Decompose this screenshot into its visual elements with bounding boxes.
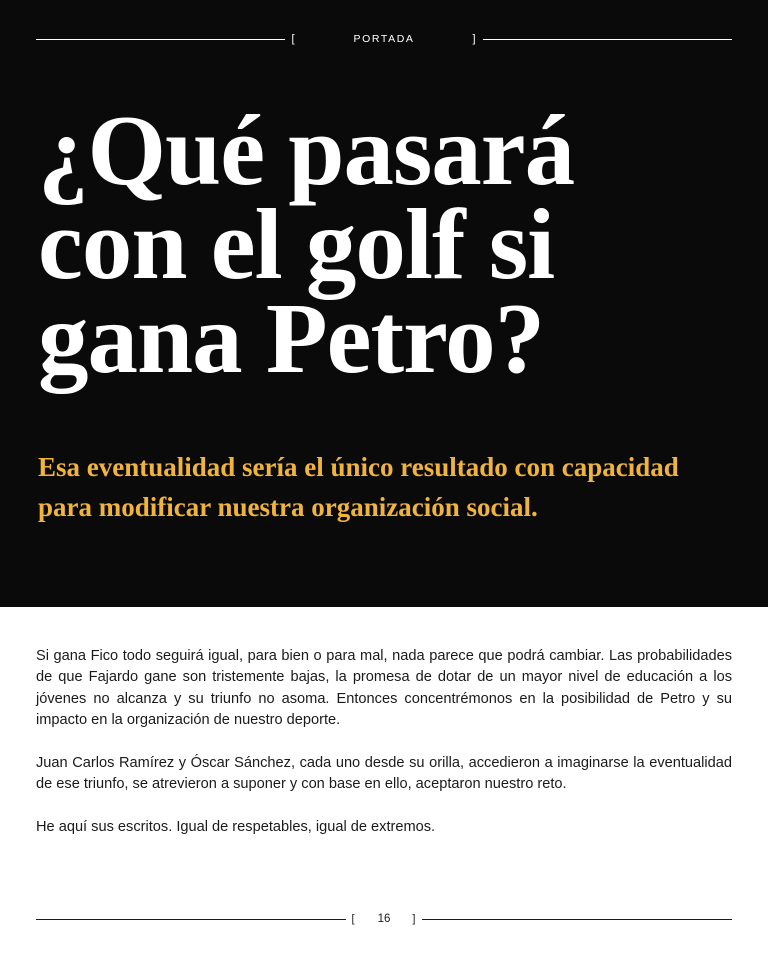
footer-rule-line-right (422, 919, 732, 920)
header-rule-line-left (36, 39, 285, 40)
page-title: ¿Qué pasará con el golf si gana Petro? (38, 94, 575, 394)
section-label: PORTADA (353, 33, 415, 45)
header-rule (36, 28, 732, 50)
body-paragraph: Si gana Fico todo seguirá igual, para bien o para mal, nada parece que podrá cambiar. Las probabilidades de que Fajardo gane son tristemente bajas, la promesa de dotar de un mayor nivel de educación a los jóvenes no alcanza y su triunfo no asoma. Entonces concentrémonos en la posibilidad de Petro y su impacto en la organización de nuestro deporte. (36, 648, 732, 729)
footer-bracket-right: ] (412, 913, 417, 925)
header-rule-line-right (483, 39, 732, 40)
body-paragraph: Juan Carlos Ramírez y Óscar Sánchez, cada uno desde su orilla, accedieron a imaginarse la eventualidad de ese triunfo, se atrevieron a suponer y con base en ello, aceptaron nuestro reto. (36, 754, 732, 793)
bracket-left: [ (291, 33, 296, 45)
footer-rule (36, 908, 732, 930)
footer-rule-line-left (36, 919, 346, 920)
bracket-right: ] (472, 33, 477, 45)
article-body (36, 646, 732, 838)
article-deck: Esa eventualidad sería el único resultado con capacidad para modificar nuestra organización social. (38, 452, 679, 522)
footer-bracket-left: [ (351, 913, 356, 925)
body-paragraph: He aquí sus escritos. Igual de respetables, igual de extremos. (36, 818, 436, 835)
page-number: 16 (377, 913, 391, 925)
